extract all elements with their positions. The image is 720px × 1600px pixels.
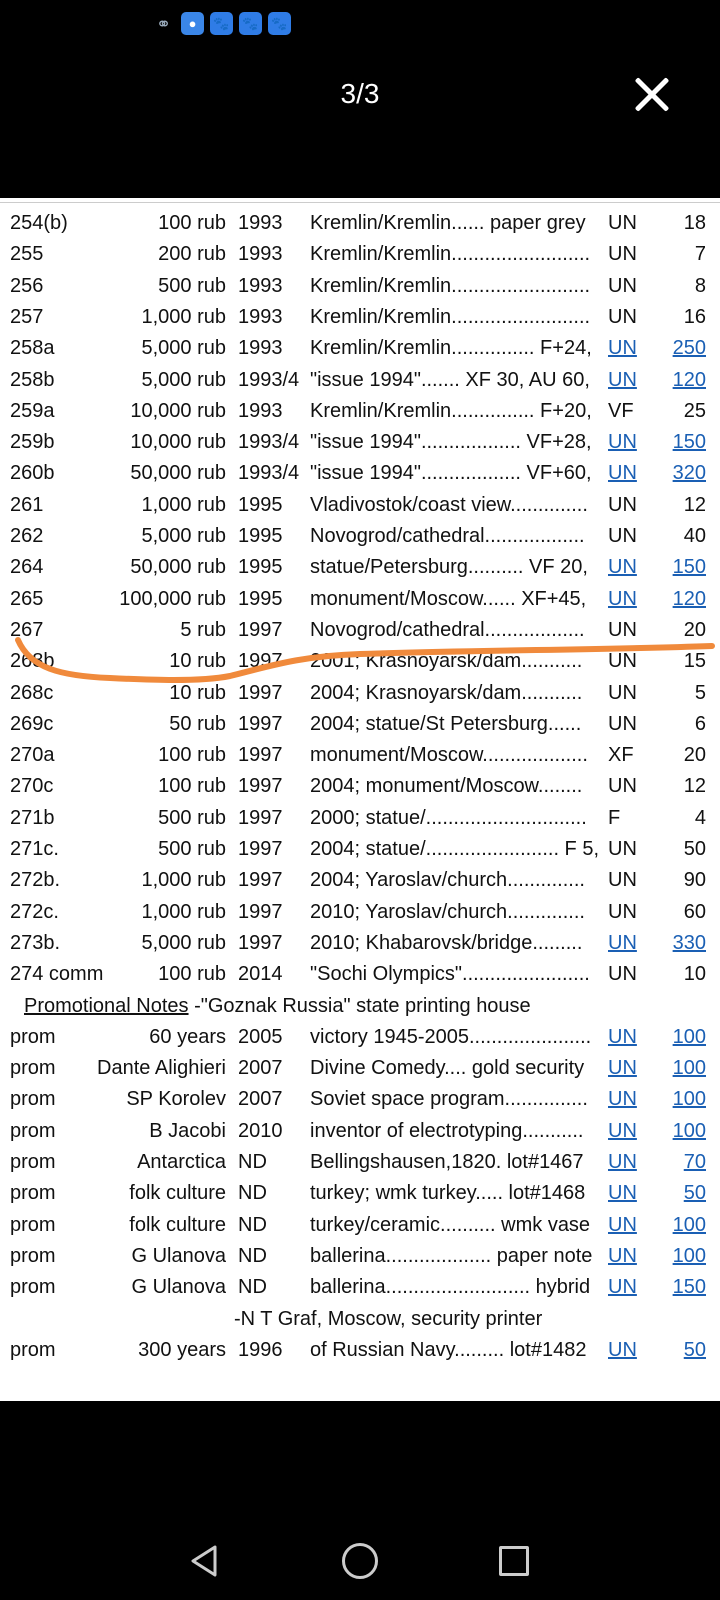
row-year: 1997 bbox=[238, 712, 283, 735]
row-year: 1997 bbox=[238, 869, 283, 892]
row-price: 12 bbox=[683, 775, 706, 798]
table-row bbox=[0, 588, 720, 619]
cropped-row-edge bbox=[0, 198, 720, 203]
row-grade: VF bbox=[608, 399, 634, 422]
row-year: 1993/4 bbox=[238, 462, 300, 485]
row-denomination: 60 years bbox=[149, 1025, 226, 1048]
table-row bbox=[0, 619, 720, 650]
row-description: of Russian Navy......... lot#1482 bbox=[310, 1338, 587, 1361]
row-denomination: 5,000 rub bbox=[141, 368, 226, 391]
row-price: 5 bbox=[694, 681, 706, 704]
row-description: Soviet space program............... bbox=[310, 1088, 588, 1111]
row-price[interactable]: 120 bbox=[672, 587, 706, 610]
table-row bbox=[0, 1182, 720, 1213]
row-description: inventor of electrotyping........... bbox=[310, 1119, 584, 1142]
row-description: Divine Comedy.... gold security bbox=[310, 1057, 585, 1080]
row-year: 1993 bbox=[238, 305, 283, 328]
baidu-paw-icon: 🐾 bbox=[210, 12, 233, 35]
table-row bbox=[0, 1026, 720, 1057]
row-year: 1997 bbox=[238, 775, 283, 798]
row-description: 2010; Khabarovsk/bridge......... bbox=[310, 931, 583, 954]
row-grade: XF bbox=[608, 744, 634, 767]
row-year: 1997 bbox=[238, 681, 283, 704]
table-row bbox=[0, 775, 720, 806]
table-row bbox=[0, 337, 720, 368]
row-year: 1993/4 bbox=[238, 368, 300, 391]
row-grade: UN bbox=[608, 963, 637, 986]
row-denomination: 1,000 rub bbox=[141, 900, 226, 923]
row-id: 262 bbox=[10, 525, 44, 547]
row-description: 2010; Yaroslav/church.............. bbox=[310, 900, 585, 923]
table-row bbox=[0, 275, 720, 306]
row-grade: UN bbox=[608, 650, 637, 673]
page-counter: 3/3 bbox=[340, 78, 380, 109]
table-row bbox=[0, 556, 720, 587]
row-year: 1997 bbox=[238, 931, 283, 954]
row-price[interactable]: 100 bbox=[672, 1025, 706, 1048]
table-row bbox=[0, 369, 720, 400]
row-description: victory 1945-2005...................... bbox=[310, 1025, 592, 1048]
table-row bbox=[0, 869, 720, 900]
table-row bbox=[0, 1339, 720, 1370]
row-description: Kremlin/Kremlin......................... bbox=[310, 243, 591, 266]
row-denomination: 200 rub bbox=[158, 243, 226, 266]
row-grade[interactable]: UN bbox=[608, 368, 637, 391]
row-description: 2004; monument/Moscow........ bbox=[310, 775, 583, 798]
row-year: 1993 bbox=[238, 212, 283, 234]
row-id: 256 bbox=[10, 274, 44, 297]
row-denomination: 50,000 rub bbox=[130, 462, 226, 485]
row-grade[interactable]: UN bbox=[608, 431, 637, 454]
promo-heading-title: Promotional Notes bbox=[24, 994, 189, 1017]
row-grade: UN bbox=[608, 869, 637, 892]
row-price[interactable]: 100 bbox=[672, 1244, 706, 1267]
row-grade: UN bbox=[608, 305, 637, 328]
row-denomination: 10,000 rub bbox=[130, 431, 226, 454]
row-id: 259b bbox=[10, 431, 55, 454]
row-id: 270a bbox=[10, 744, 55, 767]
row-denomination: Dante Alighieri bbox=[97, 1057, 226, 1080]
row-grade: UN bbox=[608, 900, 637, 923]
row-grade[interactable]: UN bbox=[608, 337, 637, 360]
row-price: 40 bbox=[683, 525, 706, 547]
row-id: prom bbox=[10, 1244, 56, 1267]
navigation-bar bbox=[0, 1401, 720, 1600]
row-denomination: 500 rub bbox=[158, 838, 226, 860]
row-grade: F bbox=[608, 806, 621, 829]
row-description: Vladivostok/coast view.............. bbox=[310, 493, 588, 516]
table-row bbox=[0, 400, 720, 431]
row-denomination: 10 rub bbox=[169, 681, 226, 704]
row-id: prom bbox=[10, 1338, 56, 1361]
table-row bbox=[0, 838, 720, 869]
row-price[interactable]: 150 bbox=[672, 1276, 706, 1299]
row-price: 10 bbox=[683, 963, 706, 986]
row-year: 1993/4 bbox=[238, 431, 300, 454]
table-row bbox=[0, 243, 720, 274]
row-id: 274 comm bbox=[10, 963, 104, 986]
row-price[interactable]: 50 bbox=[683, 1182, 706, 1205]
row-denomination: 100,000 rub bbox=[119, 587, 226, 610]
row-grade[interactable]: UN bbox=[608, 1088, 637, 1111]
row-year: 1993 bbox=[238, 274, 283, 297]
row-price: 8 bbox=[694, 274, 706, 297]
table-row bbox=[0, 650, 720, 681]
row-denomination: 5,000 rub bbox=[141, 525, 226, 547]
row-grade[interactable]: UN bbox=[608, 462, 637, 485]
row-grade[interactable]: UN bbox=[608, 1213, 637, 1236]
row-year: 1995 bbox=[238, 587, 283, 610]
row-id: 265 bbox=[10, 587, 44, 610]
row-price[interactable]: 100 bbox=[672, 1213, 706, 1236]
row-year: 1997 bbox=[238, 900, 283, 923]
viewer-header bbox=[0, 0, 720, 198]
row-id: 271c. bbox=[10, 838, 59, 860]
baidu-paw-icon: 🐾 bbox=[268, 12, 291, 35]
row-price: 15 bbox=[683, 650, 706, 673]
row-description: "issue 1994".................. VF+60, bbox=[310, 462, 592, 485]
row-description: Kremlin/Kremlin...... paper grey bbox=[310, 212, 586, 234]
row-grade[interactable]: UN bbox=[608, 931, 637, 954]
row-denomination: 100 rub bbox=[158, 775, 226, 798]
row-id: 269c bbox=[10, 712, 54, 735]
table-row bbox=[0, 932, 720, 963]
table-row bbox=[0, 1151, 720, 1182]
row-year: ND bbox=[238, 1244, 267, 1267]
table-row bbox=[0, 682, 720, 713]
row-year: 2007 bbox=[238, 1088, 283, 1111]
row-denomination: 10,000 rub bbox=[130, 399, 226, 422]
row-denomination: folk culture bbox=[129, 1213, 226, 1236]
table-row bbox=[0, 525, 720, 556]
row-year: ND bbox=[238, 1151, 267, 1173]
table-row bbox=[0, 1245, 720, 1276]
table-row bbox=[0, 1088, 720, 1119]
row-year: ND bbox=[238, 1213, 267, 1236]
row-price: 25 bbox=[683, 399, 706, 422]
table-row bbox=[0, 1057, 720, 1088]
row-description: 2001; Krasnoyarsk/dam........... bbox=[310, 650, 583, 673]
row-description: statue/Petersburg.......... VF 20, bbox=[310, 556, 588, 579]
table-row bbox=[0, 963, 720, 994]
row-year: 1997 bbox=[238, 618, 283, 641]
row-description: Novogrod/cathedral.................. bbox=[310, 525, 585, 547]
row-price[interactable]: 250 bbox=[672, 337, 706, 360]
row-id: 272b. bbox=[10, 869, 61, 892]
row-year: 1997 bbox=[238, 806, 283, 829]
row-price: 18 bbox=[683, 212, 706, 234]
row-price[interactable]: 120 bbox=[672, 368, 706, 391]
row-denomination: 100 rub bbox=[158, 963, 226, 986]
table-row bbox=[0, 1214, 720, 1245]
row-price[interactable]: 100 bbox=[672, 1119, 706, 1142]
recent-apps-icon[interactable] bbox=[492, 1539, 536, 1583]
row-denomination: 1,000 rub bbox=[141, 869, 226, 892]
row-id: prom bbox=[10, 1025, 56, 1048]
row-id: prom bbox=[10, 1057, 56, 1080]
row-denomination: G Ulanova bbox=[131, 1244, 226, 1267]
row-denomination: 5 rub bbox=[180, 618, 226, 641]
row-year: 1997 bbox=[238, 650, 283, 673]
row-year: 1996 bbox=[238, 1338, 283, 1361]
table-row bbox=[0, 431, 720, 462]
row-description: 2004; statue/St Petersburg...... bbox=[310, 712, 582, 735]
table-row bbox=[0, 901, 720, 932]
row-denomination: SP Korolev bbox=[126, 1088, 226, 1111]
row-grade[interactable]: UN bbox=[608, 1338, 637, 1361]
row-price[interactable]: 70 bbox=[683, 1151, 706, 1173]
table-row bbox=[0, 494, 720, 525]
table-row bbox=[0, 462, 720, 493]
row-id: 270c bbox=[10, 775, 54, 798]
row-id: prom bbox=[10, 1151, 56, 1173]
row-year: 1993 bbox=[238, 399, 283, 422]
row-id: 268b bbox=[10, 650, 55, 673]
row-description: 2004; Krasnoyarsk/dam........... bbox=[310, 681, 583, 704]
row-id: 264 bbox=[10, 556, 44, 579]
row-price[interactable]: 150 bbox=[672, 556, 706, 579]
row-id: 261 bbox=[10, 493, 44, 516]
table-row bbox=[0, 1276, 720, 1307]
home-icon[interactable] bbox=[338, 1539, 382, 1583]
row-year: 1993 bbox=[238, 337, 283, 360]
row-grade: UN bbox=[608, 212, 637, 234]
row-denomination: 5,000 rub bbox=[141, 931, 226, 954]
table-row bbox=[0, 212, 720, 243]
row-denomination: 1,000 rub bbox=[141, 493, 226, 516]
row-year: 2014 bbox=[238, 963, 283, 986]
row-year: 1995 bbox=[238, 493, 283, 516]
row-description: 2004; Yaroslav/church.............. bbox=[310, 869, 585, 892]
row-year: 1997 bbox=[238, 744, 283, 767]
row-price[interactable]: 320 bbox=[672, 462, 706, 485]
row-id: prom bbox=[10, 1119, 56, 1142]
row-denomination: 100 rub bbox=[158, 744, 226, 767]
baidu-paw-icon: 🐾 bbox=[239, 12, 262, 35]
row-denomination: 100 rub bbox=[158, 212, 226, 234]
row-price[interactable]: 150 bbox=[672, 431, 706, 454]
row-id: 272c. bbox=[10, 900, 59, 923]
row-grade: UN bbox=[608, 525, 637, 547]
table-row bbox=[0, 1120, 720, 1151]
row-description: monument/Moscow...... XF+45, bbox=[310, 587, 587, 610]
table-row bbox=[0, 306, 720, 337]
row-grade[interactable]: UN bbox=[608, 1057, 637, 1080]
row-price[interactable]: 100 bbox=[672, 1088, 706, 1111]
row-grade[interactable]: UN bbox=[608, 1025, 637, 1048]
row-denomination: 500 rub bbox=[158, 274, 226, 297]
row-year: 1993 bbox=[238, 243, 283, 266]
row-grade[interactable]: UN bbox=[608, 1276, 637, 1299]
row-description: "issue 1994".................. VF+28, bbox=[310, 431, 592, 454]
row-id: 260b bbox=[10, 462, 55, 485]
row-denomination: 50,000 rub bbox=[130, 556, 226, 579]
row-denomination: folk culture bbox=[129, 1182, 226, 1205]
promo-heading-rest: -"Goznak Russia" state printing house bbox=[188, 994, 531, 1017]
row-id: 268c bbox=[10, 681, 54, 704]
row-year: 1995 bbox=[238, 556, 283, 579]
row-denomination: 300 years bbox=[138, 1338, 226, 1361]
printer-heading: -N T Graf, Moscow, security printer bbox=[234, 1307, 543, 1330]
row-denomination: 500 rub bbox=[158, 806, 226, 829]
row-description: Kremlin/Kremlin............... F+20, bbox=[310, 399, 592, 422]
row-description: Novogrod/cathedral.................. bbox=[310, 618, 585, 641]
row-description: ballerina................... paper note bbox=[310, 1244, 593, 1267]
row-price: 6 bbox=[694, 712, 706, 735]
row-price: 90 bbox=[683, 869, 706, 892]
row-grade: UN bbox=[608, 274, 637, 297]
table-row bbox=[0, 713, 720, 744]
document-image[interactable] bbox=[0, 198, 720, 1401]
row-description: turkey; wmk turkey..... lot#1468 bbox=[310, 1182, 586, 1205]
row-price[interactable]: 330 bbox=[672, 931, 706, 954]
row-price: 20 bbox=[683, 618, 706, 641]
row-description: ballerina.......................... hybrid bbox=[310, 1276, 591, 1299]
row-year: 2007 bbox=[238, 1057, 283, 1080]
close-icon[interactable] bbox=[628, 70, 676, 118]
row-grade: UN bbox=[608, 493, 637, 516]
row-description: "issue 1994"....... XF 30, AU 60, bbox=[310, 368, 590, 391]
row-price: 50 bbox=[683, 838, 706, 860]
row-denomination: G Ulanova bbox=[131, 1276, 226, 1299]
table-row bbox=[0, 744, 720, 775]
row-id: 273b. bbox=[10, 931, 61, 954]
row-grade: UN bbox=[608, 681, 637, 704]
back-icon[interactable] bbox=[183, 1539, 227, 1583]
row-year: 2010 bbox=[238, 1119, 283, 1142]
row-description: 2000; statue/............................. bbox=[310, 806, 587, 829]
row-price[interactable]: 100 bbox=[672, 1057, 706, 1080]
row-denomination: 50 rub bbox=[169, 712, 226, 735]
row-denomination: Antarctica bbox=[137, 1151, 226, 1173]
row-description: turkey/ceramic.......... wmk vase bbox=[310, 1213, 591, 1236]
row-description: 2004; statue/........................ F 5, bbox=[310, 838, 600, 860]
row-id: prom bbox=[10, 1182, 56, 1205]
row-grade[interactable]: UN bbox=[608, 556, 637, 579]
row-grade[interactable]: UN bbox=[608, 1182, 637, 1205]
row-id: 259a bbox=[10, 399, 55, 422]
row-id: prom bbox=[10, 1276, 56, 1299]
row-grade: UN bbox=[608, 838, 637, 860]
row-grade[interactable]: UN bbox=[608, 1119, 637, 1142]
row-year: 1995 bbox=[238, 525, 283, 547]
promo-heading bbox=[24, 995, 531, 1018]
row-description: monument/Moscow................... bbox=[310, 744, 588, 767]
row-price: 16 bbox=[683, 305, 706, 328]
row-id: 267 bbox=[10, 618, 44, 641]
row-denomination: 5,000 rub bbox=[141, 337, 226, 360]
table-row bbox=[0, 807, 720, 838]
row-year: ND bbox=[238, 1182, 267, 1205]
row-grade: UN bbox=[608, 243, 637, 266]
row-price[interactable]: 50 bbox=[683, 1338, 706, 1361]
row-id: 258a bbox=[10, 337, 55, 360]
row-id: prom bbox=[10, 1088, 56, 1111]
row-id: prom bbox=[10, 1213, 56, 1236]
row-description: Bellingshausen,1820. lot#1467 bbox=[310, 1151, 584, 1173]
row-id: 254(b) bbox=[10, 212, 68, 234]
row-denomination: 10 rub bbox=[169, 650, 226, 673]
row-grade[interactable]: UN bbox=[608, 1244, 637, 1267]
row-denomination: B Jacobi bbox=[149, 1119, 226, 1142]
row-price: 12 bbox=[683, 493, 706, 516]
row-year: ND bbox=[238, 1276, 267, 1299]
row-price: 4 bbox=[694, 806, 706, 829]
row-price: 7 bbox=[694, 243, 706, 266]
row-description: Kremlin/Kremlin............... F+24, bbox=[310, 337, 592, 360]
row-denomination: 1,000 rub bbox=[141, 305, 226, 328]
row-description: Kremlin/Kremlin......................... bbox=[310, 305, 591, 328]
rings-icon: ⚭ bbox=[155, 13, 172, 34]
row-id: 258b bbox=[10, 368, 55, 391]
row-price: 20 bbox=[683, 744, 706, 767]
row-description: "Sochi Olympics"....................... bbox=[310, 963, 590, 986]
row-id: 271b bbox=[10, 806, 55, 829]
row-grade[interactable]: UN bbox=[608, 1151, 637, 1173]
row-price: 60 bbox=[683, 900, 706, 923]
row-grade[interactable]: UN bbox=[608, 587, 637, 610]
row-year: 2005 bbox=[238, 1025, 283, 1048]
row-grade: UN bbox=[608, 775, 637, 798]
row-grade: UN bbox=[608, 618, 637, 641]
row-id: 255 bbox=[10, 243, 44, 266]
browser-icon: ● bbox=[181, 12, 204, 35]
row-grade: UN bbox=[608, 712, 637, 735]
row-id: 257 bbox=[10, 305, 44, 328]
row-year: 1997 bbox=[238, 838, 283, 860]
row-description: Kremlin/Kremlin......................... bbox=[310, 274, 591, 297]
